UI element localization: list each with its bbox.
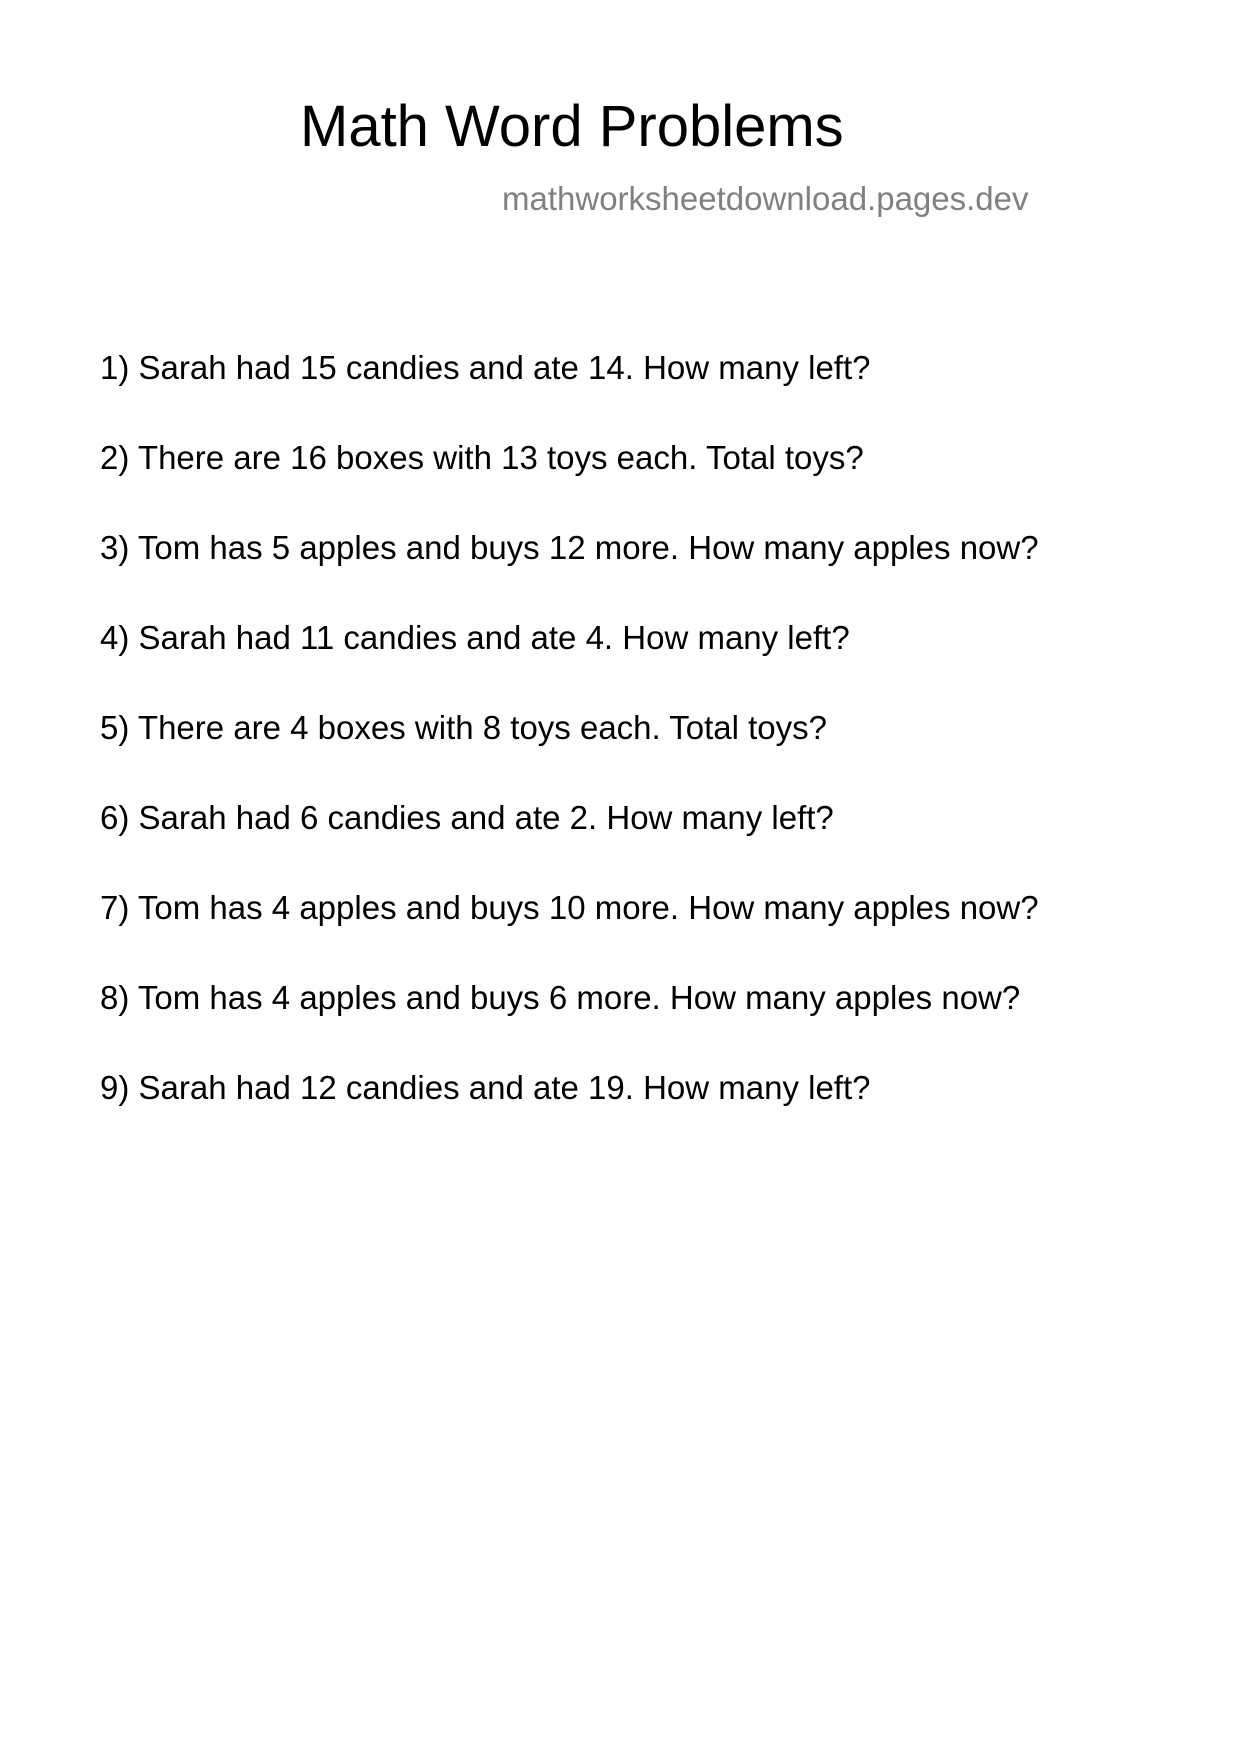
problem-item: 7) Tom has 4 apples and buys 10 more. How many apples now? <box>100 889 1039 926</box>
page-title: Math Word Problems <box>300 94 844 159</box>
problem-item: 3) Tom has 5 apples and buys 12 more. How many apples now? <box>100 529 1039 566</box>
problem-item: 9) Sarah had 12 candies and ate 19. How many left? <box>100 1069 871 1106</box>
problem-item: 6) Sarah had 6 candies and ate 2. How many left? <box>100 799 834 836</box>
problem-item: 2) There are 16 boxes with 13 toys each. Total toys? <box>100 439 864 476</box>
problem-item: 5) There are 4 boxes with 8 toys each. Total toys? <box>100 709 828 746</box>
problem-item: 1) Sarah had 15 candies and ate 14. How many left? <box>100 349 871 386</box>
problem-list <box>100 351 1039 1161</box>
site-url: mathworksheetdownload.pages.dev <box>502 180 1029 217</box>
problem-item: 8) Tom has 4 apples and buys 6 more. How many apples now? <box>100 979 1021 1016</box>
problem-item: 4) Sarah had 11 candies and ate 4. How many left? <box>100 619 850 656</box>
